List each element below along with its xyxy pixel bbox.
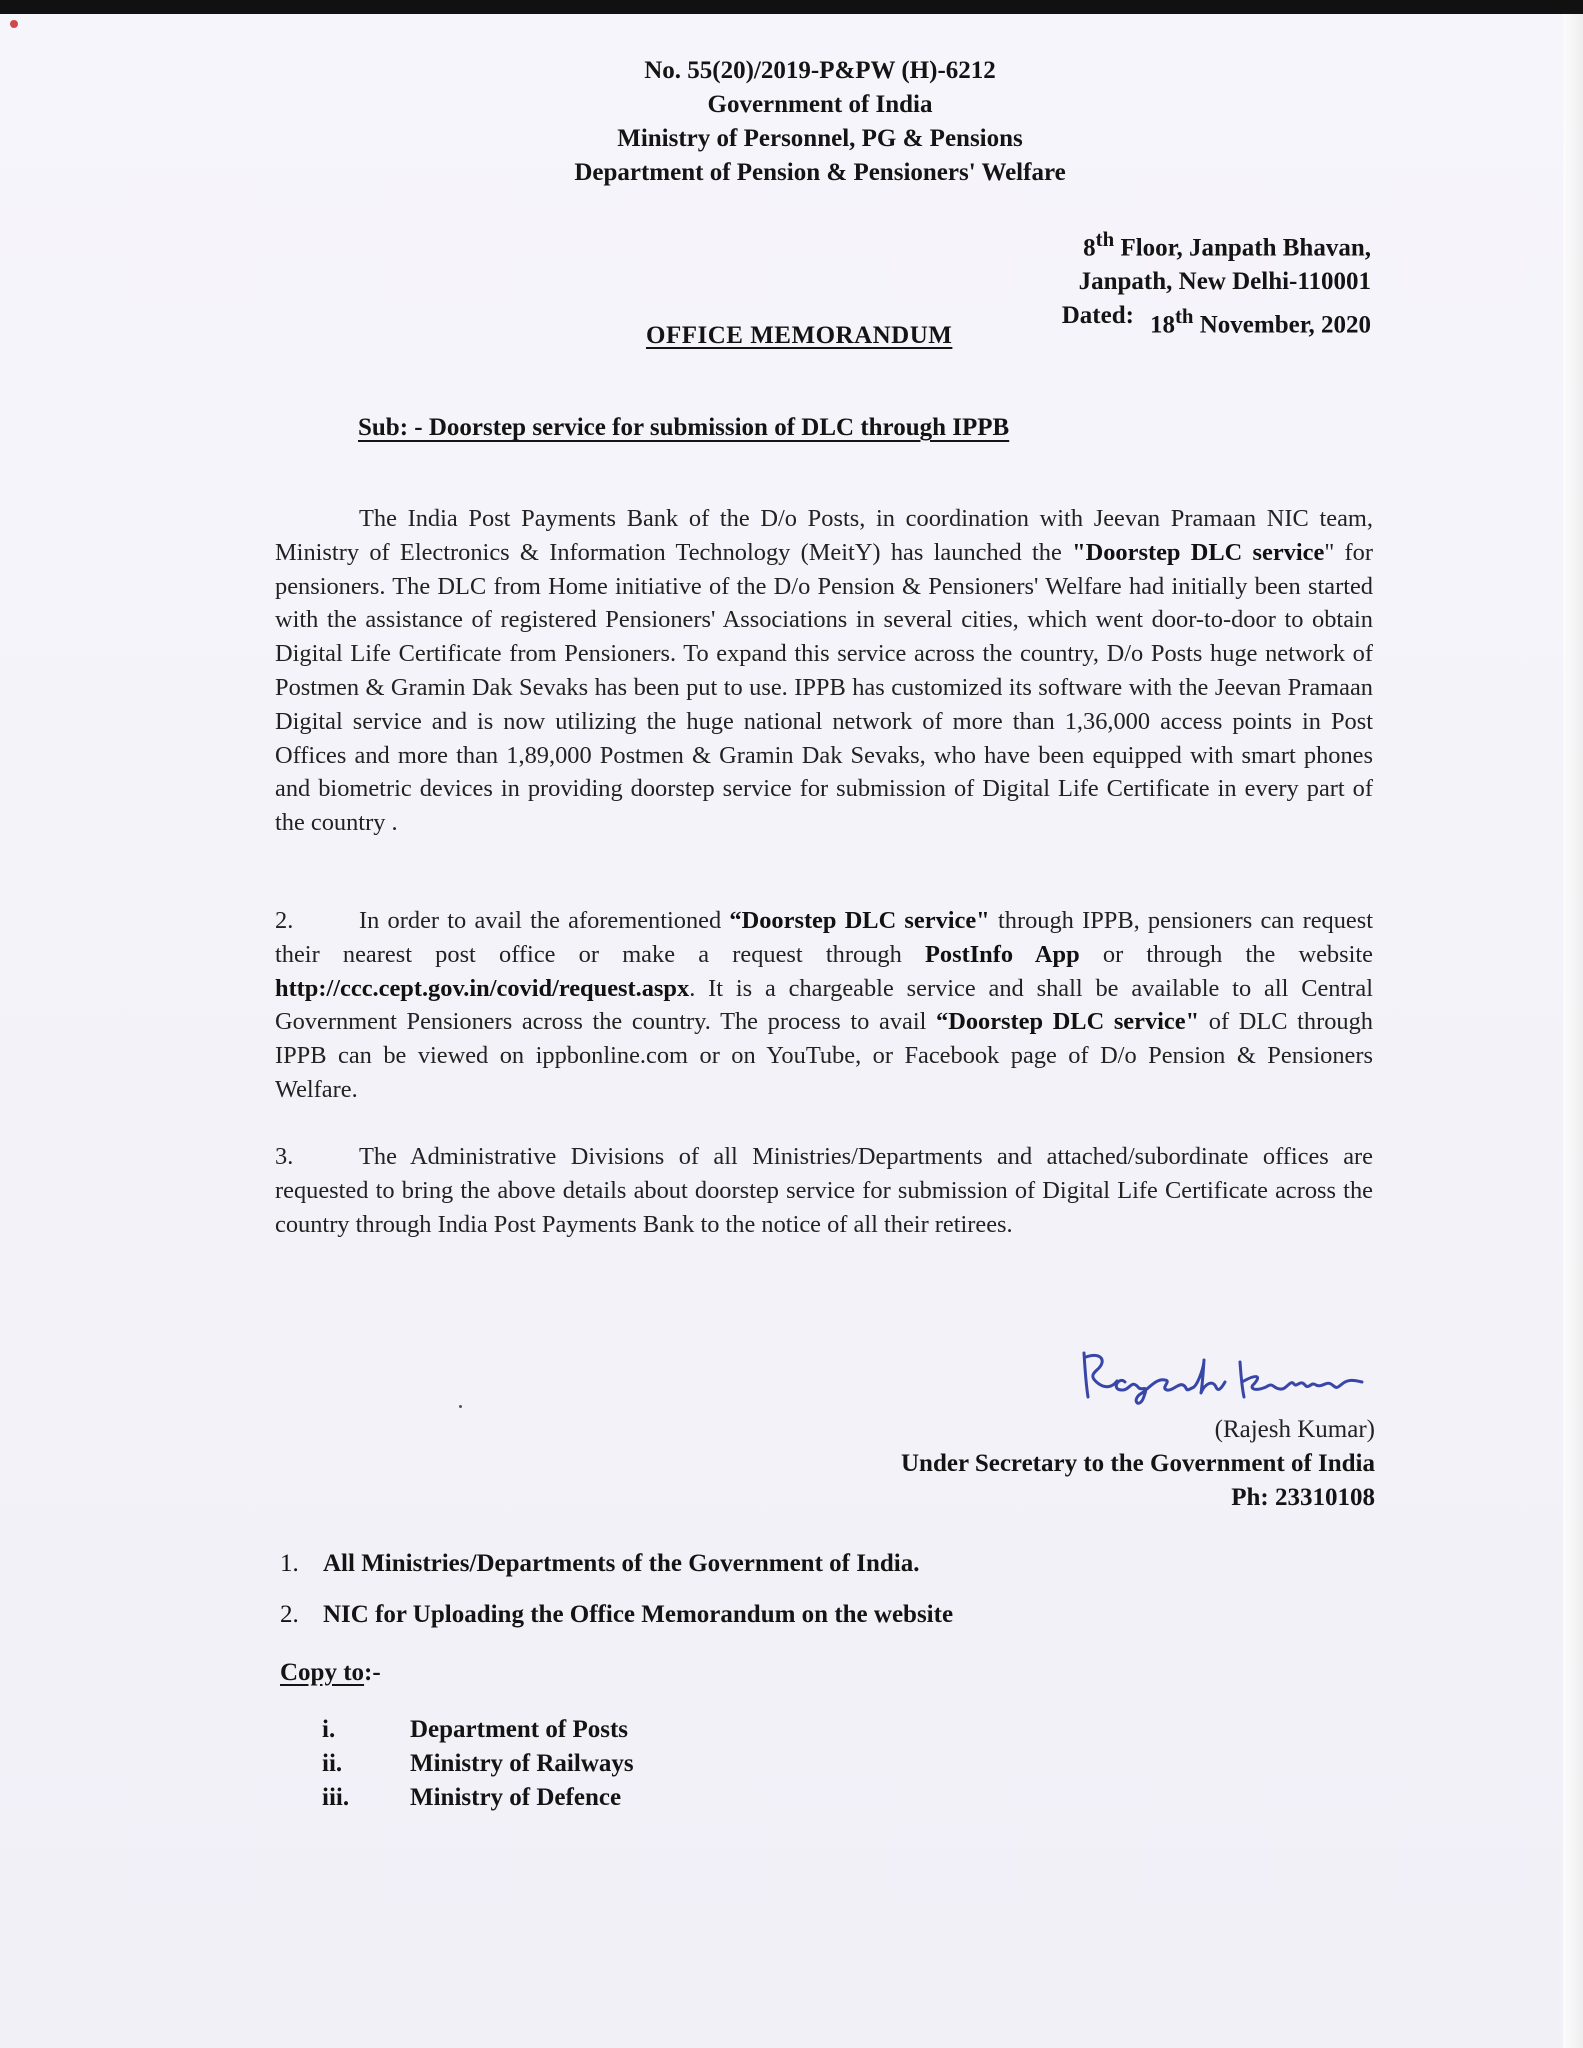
office-address xyxy=(981,222,1371,343)
date-value: 18th November, 2020 xyxy=(1149,304,1371,339)
government-name: Government of India xyxy=(707,91,933,118)
signatory-block xyxy=(775,1413,1375,1515)
copy-to-heading: Copy to:- xyxy=(280,1659,381,1686)
recipient-item xyxy=(280,1601,1130,1652)
signatory-name: (Rajesh Kumar) xyxy=(1214,1416,1375,1443)
copy-item xyxy=(322,1750,822,1784)
signatory-designation: Under Secretary to the Government of India xyxy=(900,1450,1375,1477)
signatory-phone: Ph: 23310108 xyxy=(1231,1484,1375,1511)
scan-right-edge xyxy=(1563,14,1583,2048)
memo-date xyxy=(981,299,1371,342)
recipient-number: 1. xyxy=(280,1550,299,1577)
department-name: Department of Pension & Pensioners' Welfare xyxy=(574,159,1066,186)
memo-title: OFFICE MEMORANDUM xyxy=(646,322,953,349)
paragraph-1: The India Post Payments Bank of the D/o Posts, in coordination with Jeevan Pramaan NIC team, Ministry of Electronics & Information Technology (MeitY) has launched the "Doorstep DLC service" for pensioners. The DLC from Home initiative of the D/o Pension & Pensioners' Welfare had initially been started with the assistance of registered Pensioners' Associations in several cities, which went door-to-door to obtain Digital Life Certificate from Pensioners. To expand this service across the country, D/o Posts huge network of Postmen & Gramin Dak Sevaks has been put to use. IPPB has customized its software with the Jeevan Pramaan Digital service and is now utilizing the huge national network of more than 1,36,000 access points in Post Offices and more than 1,89,000 Postmen & Gramin Dak Sevaks, who have been equipped with smart phones and biometric devices in providing doorstep service for submission of Digital Life Certificate in every part of the country . xyxy=(275,505,1374,837)
copy-item-text: Ministry of Railways xyxy=(410,1750,634,1777)
copy-item xyxy=(322,1716,822,1750)
red-corner-mark xyxy=(10,20,18,28)
copy-item-text: Ministry of Defence xyxy=(410,1784,622,1811)
ministry-name: Ministry of Personnel, PG & Pensions xyxy=(617,125,1023,152)
address-floor: 8th Floor, Janpath Bhavan, xyxy=(1083,227,1371,262)
document-header xyxy=(560,54,1080,190)
scan-top-edge xyxy=(0,0,1583,14)
date-label: Dated: xyxy=(1061,302,1134,330)
recipient-list xyxy=(280,1550,1130,1652)
postinfo-app-text: PostInfo App xyxy=(924,940,1080,968)
copy-item-number: i. xyxy=(322,1716,336,1743)
paragraph-3: 3. The Administrative Divisions of all Ministries/Departments and attached/subordinate offices are requested to bring the above details about doorstep service for submission of Digital Life Certificate across the country through India Post Payments Bank to the notice of all their retirees. xyxy=(275,1140,1373,1241)
copy-item-number: iii. xyxy=(322,1784,350,1811)
address-city: Janpath, New Delhi-110001 xyxy=(1078,268,1371,296)
scan-dot xyxy=(459,1405,462,1408)
paragraph-number: 3. xyxy=(275,1143,294,1170)
recipient-text: NIC for Uploading the Office Memorandum on the website xyxy=(323,1601,954,1628)
file-number: No. 55(20)/2019-P&PW (H)-6212 xyxy=(644,57,996,84)
recipient-number: 2. xyxy=(280,1601,299,1628)
request-url-text: http://ccc.cept.gov.in/covid/request.aspx xyxy=(275,974,690,1002)
paragraph-2: 2. In order to avail the aforementioned “Doorstep DLC service" through IPPB, pensioners can request their nearest post office or make a request through PostInfo App or through the website http://ccc.cept.gov.in/covid/request.aspx. It is a chargeable service and shall be available to all Central Government Pensioners across the country. The process to avail “Doorstep DLC service" of DLC through IPPB can be viewed on ippbonline.com or on YouTube, or Facebook page of D/o Pension & Pensioners Welfare. xyxy=(275,904,1373,1107)
memo-subject: Sub: - Doorstep service for submission of DLC through IPPB xyxy=(358,414,1010,441)
handwritten-signature xyxy=(1076,1345,1376,1409)
copy-item-number: ii. xyxy=(322,1750,343,1777)
paragraph-number: 2. xyxy=(275,907,294,934)
recipient-item xyxy=(280,1550,1130,1601)
copy-item xyxy=(322,1784,822,1818)
copy-to-list xyxy=(322,1716,822,1818)
recipient-text: All Ministries/Departments of the Government of India. xyxy=(323,1550,920,1577)
copy-item-text: Department of Posts xyxy=(410,1716,629,1743)
